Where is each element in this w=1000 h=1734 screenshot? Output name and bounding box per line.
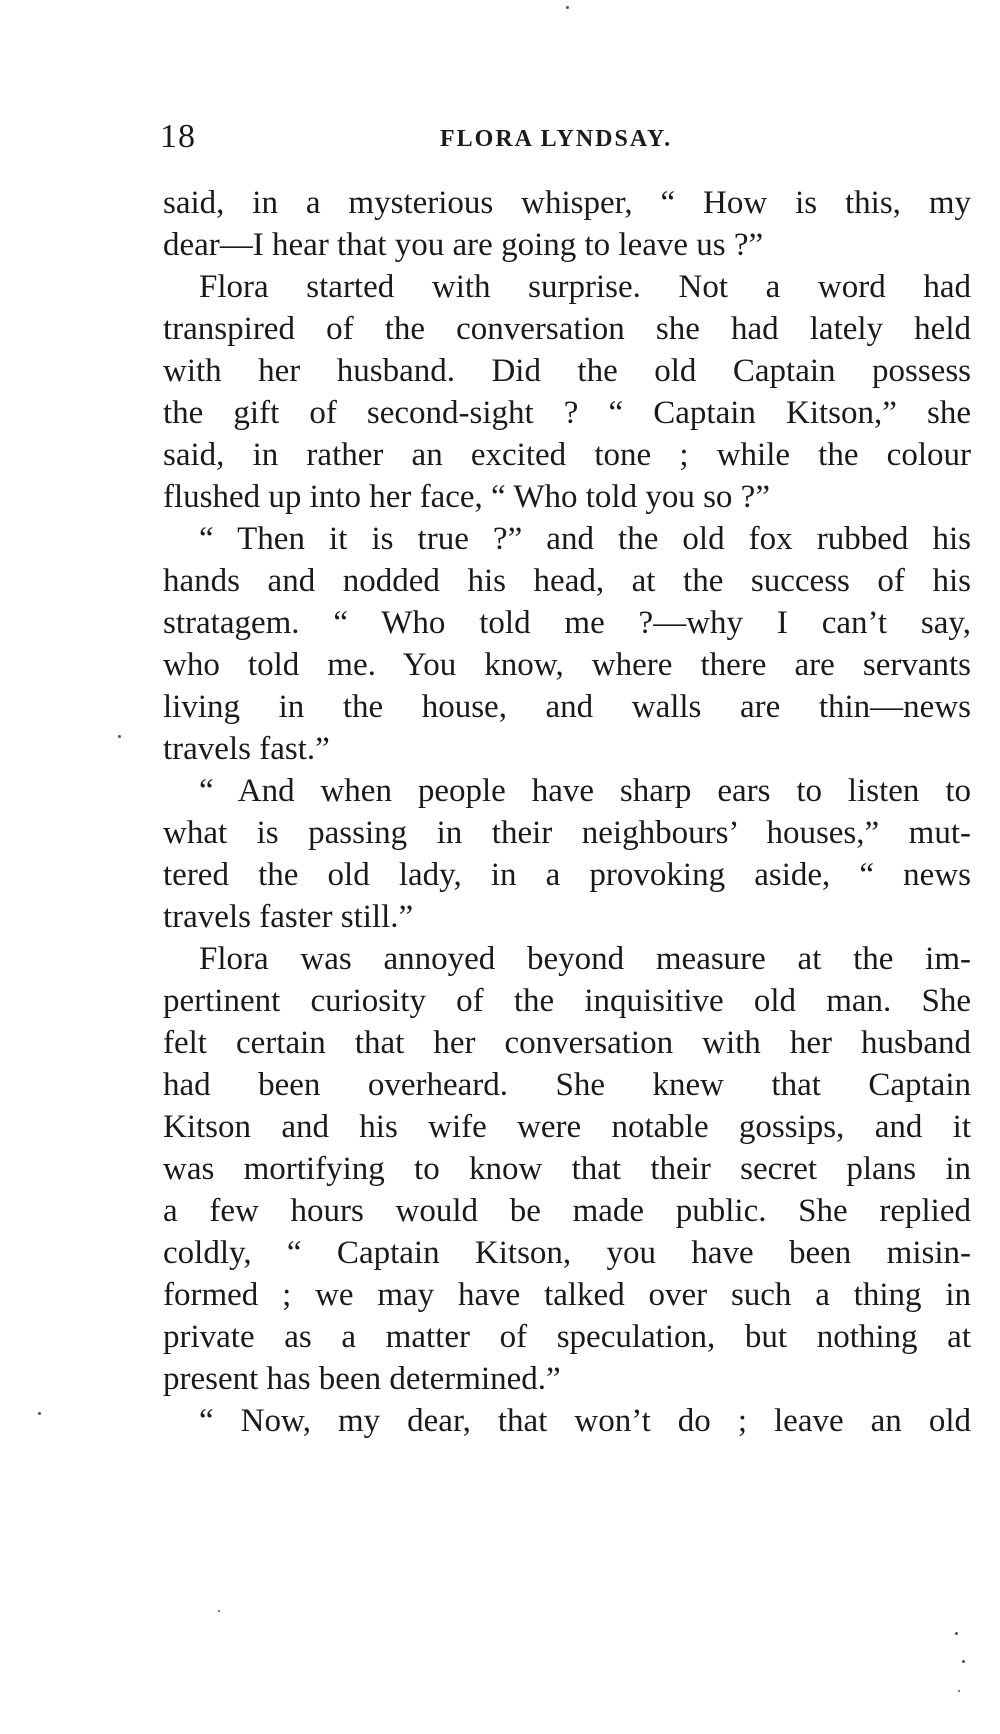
scan-speck — [118, 735, 121, 738]
text-line: felt certain that her conversation with her husband — [163, 1025, 971, 1061]
text-line: travels fast.” — [163, 731, 330, 767]
page-number: 18 — [160, 118, 196, 155]
text-line: Kitson and his wife were notable gossips, and it — [163, 1109, 971, 1145]
text-line: with her husband. Did the old Captain possess — [163, 353, 971, 389]
text-line: living in the house, and walls are thin—news — [163, 689, 971, 725]
scan-speck — [958, 1690, 960, 1692]
text-line: tered the old lady, in a provoking aside, “ news — [163, 857, 971, 893]
text-line: had been overheard. She knew that Captain — [163, 1067, 971, 1103]
text-line: Flora was annoyed beyond measure at the im- — [199, 941, 971, 977]
scan-speck — [566, 6, 569, 9]
text-line: Flora started with surprise. Not a word had — [199, 269, 971, 305]
text-line: who told me. You know, where there are servants — [163, 647, 971, 683]
scan-speck — [962, 1660, 965, 1663]
text-line: transpired of the conversation she had lately held — [163, 311, 971, 347]
text-line: “ Now, my dear, that won’t do ; leave an old — [199, 1403, 971, 1439]
text-line: stratagem. “ Who told me ?—why I can’t say, — [163, 605, 971, 641]
text-line: the gift of second-sight ? “ Captain Kitson,” she — [163, 395, 971, 431]
text-line: formed ; we may have talked over such a thing in — [163, 1277, 971, 1313]
text-line: travels faster still.” — [163, 899, 414, 935]
text-line: said, in a mysterious whisper, “ How is this, my — [163, 185, 971, 221]
text-line: a few hours would be made public. She replied — [163, 1193, 971, 1229]
scan-speck — [218, 1610, 220, 1612]
body-text — [163, 182, 971, 1442]
text-line: private as a matter of speculation, but nothing at — [163, 1319, 971, 1355]
text-line: “ Then it is true ?” and the old fox rubbed his — [199, 521, 971, 557]
text-line: “ And when people have sharp ears to listen to — [199, 773, 971, 809]
text-line: what is passing in their neighbours’ houses,” mut- — [163, 815, 971, 851]
text-line: present has been determined.” — [163, 1361, 561, 1397]
text-line: pertinent curiosity of the inquisitive old man. She — [163, 983, 971, 1019]
scan-speck — [38, 1412, 41, 1415]
text-line: flushed up into her face, “ Who told you so ?” — [163, 479, 770, 515]
text-line: was mortifying to know that their secret plans in — [163, 1151, 971, 1187]
running-title: FLORA LYNDSAY. — [440, 126, 673, 152]
running-head — [160, 118, 970, 158]
text-line: hands and nodded his head, at the success of his — [163, 563, 971, 599]
text-line: dear—I hear that you are going to leave us ?” — [163, 227, 764, 263]
scan-speck — [955, 1632, 958, 1635]
text-line: coldly, “ Captain Kitson, you have been misin- — [163, 1235, 971, 1271]
text-line: said, in rather an excited tone ; while the colour — [163, 437, 971, 473]
